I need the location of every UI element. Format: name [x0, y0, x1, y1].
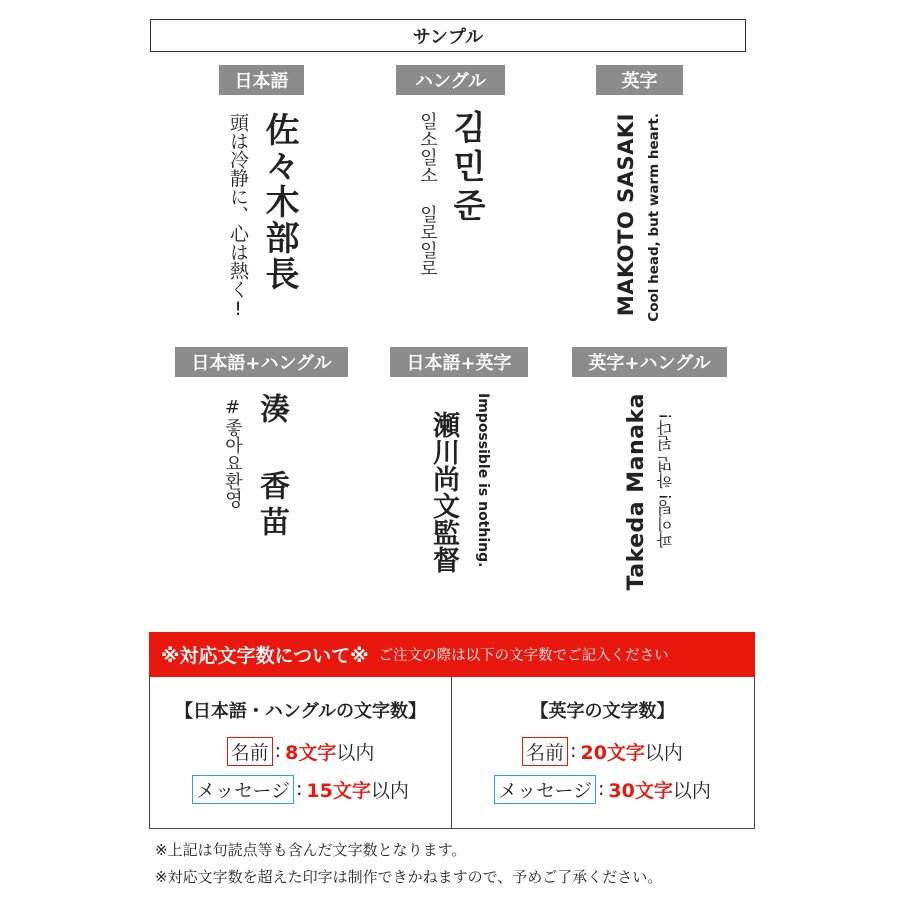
sample-en-hangul-main: Takeda Manaka: [624, 393, 649, 591]
sample-english-main: MAKOTO SASAKI: [614, 113, 638, 317]
name-label-box: 名前: [227, 737, 273, 766]
right-message-row: [452, 775, 753, 803]
sample-english-sub: Cool head, but warm heart.: [646, 113, 662, 322]
notice-heading: ※対応文字数について※: [161, 645, 369, 667]
message-count: 15文字: [306, 779, 371, 802]
colon: :: [296, 778, 303, 800]
tag-hangul: ハングル: [396, 65, 505, 95]
tag-english-hangul: 英字+ハングル: [572, 347, 727, 377]
name-count: 20文字: [580, 741, 645, 764]
sample-en-hangul-sub: 파이팅! 하면 된다!: [656, 413, 675, 548]
right-column-title: 【英字の文字数】: [530, 701, 675, 722]
tag-japanese: 日本語: [219, 65, 304, 95]
name-count: 8文字: [285, 741, 337, 764]
left-column-title: 【日本語・ハングルの文字数】: [174, 701, 427, 722]
tag-japanese-hangul: 日本語+ハングル: [175, 347, 348, 377]
message-count: 30文字: [608, 779, 673, 802]
tag-japanese-english: 日本語+英字: [390, 347, 528, 377]
left-message-row: [150, 775, 451, 803]
notice-subheading: ご注文の際は以下の文字数でご記入ください: [378, 648, 669, 664]
sample-hangul-main: 김민준: [448, 110, 487, 227]
tag-english: 英字: [596, 65, 683, 95]
sample-japanese-sub: 頭は冷静に、心は熱く!: [227, 113, 249, 320]
limit-suffix: 以内: [644, 741, 683, 764]
sample-japanese-main: 佐々木部長: [259, 112, 299, 292]
name-label-box: 名前: [522, 737, 568, 766]
sample-jp-hangul-main: 湊 香苗: [254, 393, 289, 542]
sample-jp-english-main: 瀬川尚文監督: [428, 411, 459, 573]
sample-hangul-sub: 일소일소 일로일로: [417, 112, 438, 277]
limit-suffix: 以内: [370, 779, 409, 802]
notice-header: [149, 632, 755, 677]
colon: :: [570, 740, 577, 762]
left-name-row: [150, 737, 451, 765]
colon: :: [274, 740, 282, 762]
message-label-box: メッセージ: [494, 775, 596, 804]
colon: :: [598, 778, 605, 800]
sample-jp-english-sub: Impossible is nothing.: [475, 393, 491, 568]
limit-suffix: 以内: [672, 779, 711, 802]
limit-suffix: 以内: [336, 741, 375, 764]
footnote-2: ※対応文字数を超えた印字は制作できかねますので、予めご了承ください。: [155, 868, 663, 886]
sample-title: サンプル: [150, 19, 746, 52]
footnote-1: ※上記は句読点等も含んだ文字数となります。: [155, 841, 467, 859]
sample-jp-hangul-sub: #좋아요환영: [222, 397, 243, 508]
right-name-row: [452, 737, 753, 765]
message-label-box: メッセージ: [192, 775, 294, 804]
